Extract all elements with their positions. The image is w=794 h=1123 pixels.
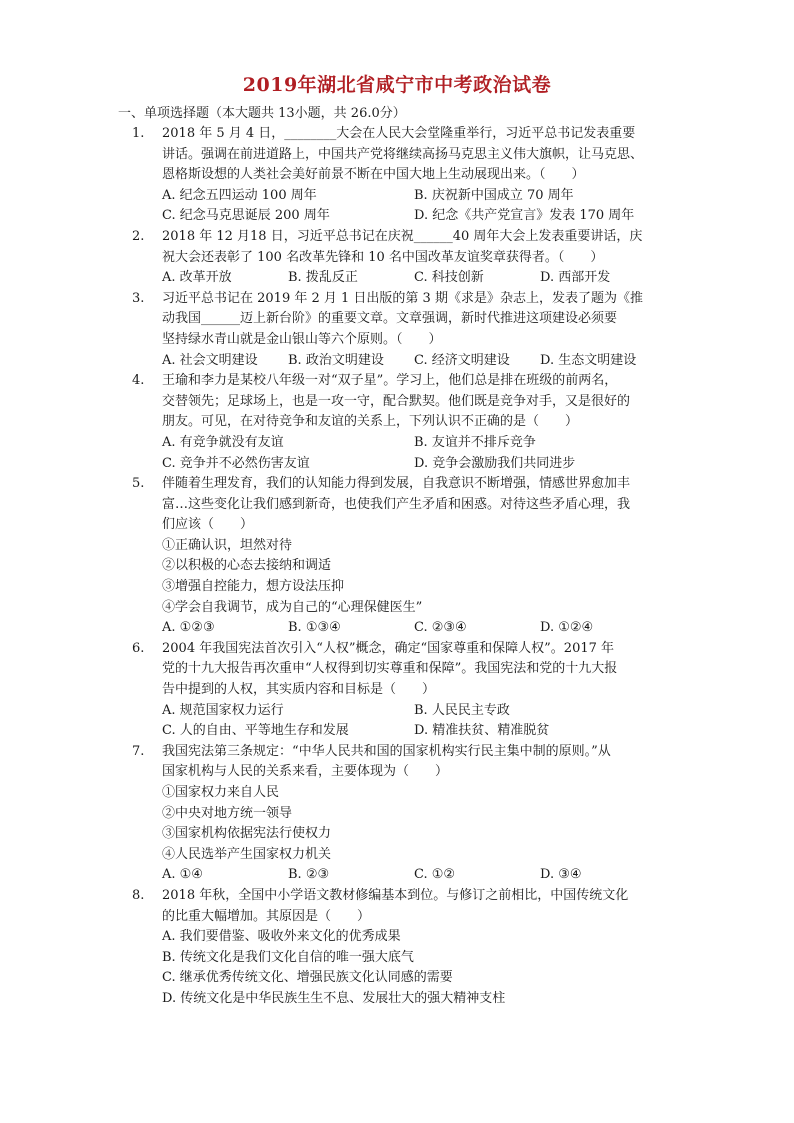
question-number: 3. xyxy=(132,290,145,306)
question-text-line: ①国家权力来自人民 xyxy=(162,785,280,800)
answer-option-c[interactable]: C. ①② xyxy=(414,867,456,883)
question-text-line: 2018 年秋，全国中小学语文教材修编基本到位。与修订之前相比，中国传统文化 xyxy=(162,887,629,903)
answer-option-a[interactable]: A. 有竞争就没有友谊 xyxy=(162,434,284,450)
question-number: 5. xyxy=(132,476,145,492)
answer-option-c[interactable]: C. ②③④ xyxy=(414,620,467,636)
question-text-line: 告中提到的人权，其实质内容和目标是（ ） xyxy=(162,682,436,698)
answer-option-d[interactable]: D. 西部开发 xyxy=(540,270,611,286)
question-text-line: 2004 年我国宪法首次引入“人权”概念，确定“国家尊重和保障人权”。2017 年 xyxy=(162,640,615,656)
answer-option-b[interactable]: B. 人民民主专政 xyxy=(414,702,510,718)
question-text-line: 2018 年 5 月 4 日，________大会在人民大会堂隆重举行，习近平总书记发表重要 xyxy=(162,126,636,141)
question-list xyxy=(132,124,672,1010)
question-text-line: ③增强自控能力，想方设法压抑 xyxy=(162,579,345,595)
question-text-line: ④学会自我调节，成为自己的“心理保健医生” xyxy=(162,599,423,615)
question-text-line: 讲话。强调在前进道路上，中国共产党将继续高扬马克思主义伟大旗帜，让马克思、 xyxy=(162,146,644,162)
answer-option-c[interactable]: C. 科技创新 xyxy=(414,270,484,286)
question-text-line: ③国家机构依据宪法行使权力 xyxy=(162,826,332,842)
question-text-line: 交替领先；足球场上，也是一攻一守，配合默契。他们既是竞争对手，又是很好的 xyxy=(162,393,631,409)
answer-options xyxy=(162,186,672,227)
answer-option-c[interactable]: C. 竞争并不必然伤害友谊 xyxy=(162,455,310,471)
question-text-line: 恩格斯设想的人类社会美好前景不断在中国大地上生动展现出来。（ ） xyxy=(162,167,585,183)
answer-option-c[interactable]: C. 经济文明建设 xyxy=(414,352,510,368)
answer-option-c[interactable]: C. 继承优秀传统文化、增强民族文化认同感的需要 xyxy=(162,970,453,986)
question-text-line: 动我国______迈上新台阶》的重要文章。文章强调，新时代推进这项建设必须要 xyxy=(162,311,618,327)
answer-options xyxy=(162,268,672,289)
answer-option-b[interactable]: B. 友谊并不排斥竞争 xyxy=(414,434,536,450)
question-text-line: 祝大会还表彰了 100 名改革先锋和 10 名中国改革友谊奖章获得者。（ ） xyxy=(162,249,604,265)
answer-option-b[interactable]: B. 政治文明建设 xyxy=(288,352,384,368)
question-text-line: 的比重大幅增加。其原因是（ ） xyxy=(162,908,371,924)
question-4 xyxy=(132,371,672,474)
question-text-line: 习近平总书记在 2019 年 2 月 1 日出版的第 3 期《求是》杂志上，发表了题为《推 xyxy=(162,290,643,306)
answer-option-d[interactable]: D. 生态文明建设 xyxy=(540,352,637,368)
answer-option-b[interactable]: B. ①③④ xyxy=(288,620,341,636)
answer-option-d[interactable]: D. ①②④ xyxy=(540,620,594,636)
answer-option-a[interactable]: A. ①④ xyxy=(162,867,203,883)
answer-option-a[interactable]: A. ①②③ xyxy=(162,620,215,636)
answer-option-a[interactable]: A. 社会文明建设 xyxy=(162,352,258,368)
question-6 xyxy=(132,639,672,742)
answer-option-b[interactable]: B. 庆祝新中国成立 70 周年 xyxy=(414,187,574,203)
answer-options xyxy=(162,865,672,886)
answer-option-d[interactable]: D. 精准扶贫、精准脱贫 xyxy=(414,723,550,739)
answer-option-a[interactable]: A. 我们要借鉴、吸收外来文化的优秀成果 xyxy=(162,929,401,945)
question-text-line: 富…这些变化让我们感到新奇，也使我们产生矛盾和困惑。对待这些矛盾心理，我 xyxy=(162,496,631,512)
question-text-line: 坚持绿水青山就是金山银山等六个原则。（ ） xyxy=(162,331,442,347)
answer-option-a[interactable]: A. 规范国家权力运行 xyxy=(162,702,284,718)
answer-option-a[interactable]: A. 纪念五四运动 100 周年 xyxy=(162,187,317,203)
question-text-line: ②中央对地方统一领导 xyxy=(162,805,293,821)
page-title: 2019年湖北省咸宁市中考政治试卷 xyxy=(242,74,552,96)
question-text-line: ①正确认识，坦然对待 xyxy=(162,537,293,553)
answer-options xyxy=(162,701,672,742)
question-text-line: 伴随着生理发育，我们的认知能力得到发展，自我意识不断增强，情感世界愈加丰 xyxy=(162,476,631,492)
answer-option-d[interactable]: D. 竞争会激励我们共同进步 xyxy=(414,455,576,471)
question-text-line: 们应该（ ） xyxy=(162,517,254,533)
question-5 xyxy=(132,474,672,639)
question-text-line: 国家机构与人民的关系来看，主要体现为（ ） xyxy=(162,764,449,780)
question-8 xyxy=(132,886,672,1010)
question-text-line: ④人民选举产生国家权力机关 xyxy=(162,846,332,862)
question-3 xyxy=(132,289,672,371)
answer-option-d[interactable]: D. 纪念《共产党宣言》发表 170 周年 xyxy=(414,208,635,224)
question-number: 1. xyxy=(132,126,145,141)
answer-options xyxy=(162,618,672,639)
question-number: 2. xyxy=(132,228,145,244)
question-text-line: 2018 年 12 月18 日，习近平总书记在庆祝______40 周年大会上发表重要讲话，庆 xyxy=(162,228,643,244)
question-text-line: 我国宪法第三条规定：“中华人民共和国的国家机构实行民主集中制的原则。”从 xyxy=(162,743,611,759)
answer-option-b[interactable]: B. ②③ xyxy=(288,867,330,883)
section-heading: 一、单项选择题（本大题共 13小题，共 26.0分） xyxy=(118,106,406,121)
question-text-line: 王瑜和李力是某校八年级一对“双子星”。学习上，他们总是排在班级的前两名， xyxy=(162,373,618,389)
question-text-line: 朋友。可见，在对待竞争和友谊的关系上，下列认识不正确的是（ ） xyxy=(162,414,579,430)
question-text-line: ②以积极的心态去接纳和调适 xyxy=(162,558,332,574)
answer-options xyxy=(162,433,672,474)
question-7 xyxy=(132,742,672,886)
question-number: 8. xyxy=(132,887,145,903)
answer-option-b[interactable]: B. 拨乱反正 xyxy=(288,270,358,286)
answer-option-c[interactable]: C. 纪念马克思诞辰 200 周年 xyxy=(162,208,330,224)
answer-option-b[interactable]: B. 传统文化是我们文化自信的唯一强大底气 xyxy=(162,949,414,965)
answer-options xyxy=(162,351,672,372)
question-text-line: 党的十九大报告再次重申“人权得到切实尊重和保障”。我国宪法和党的十九大报 xyxy=(162,661,618,677)
answer-option-a[interactable]: A. 改革开放 xyxy=(162,270,232,286)
question-1 xyxy=(132,124,672,227)
answer-option-d[interactable]: D. 传统文化是中华民族生生不息、发展壮大的强大精神支柱 xyxy=(162,990,506,1006)
question-2 xyxy=(132,227,672,289)
answer-options xyxy=(162,927,672,1009)
answer-option-d[interactable]: D. ③④ xyxy=(540,867,582,883)
question-number: 7. xyxy=(132,743,145,759)
question-number: 6. xyxy=(132,640,145,656)
answer-option-c[interactable]: C. 人的自由、平等地生存和发展 xyxy=(162,723,349,739)
question-number: 4. xyxy=(132,373,145,389)
